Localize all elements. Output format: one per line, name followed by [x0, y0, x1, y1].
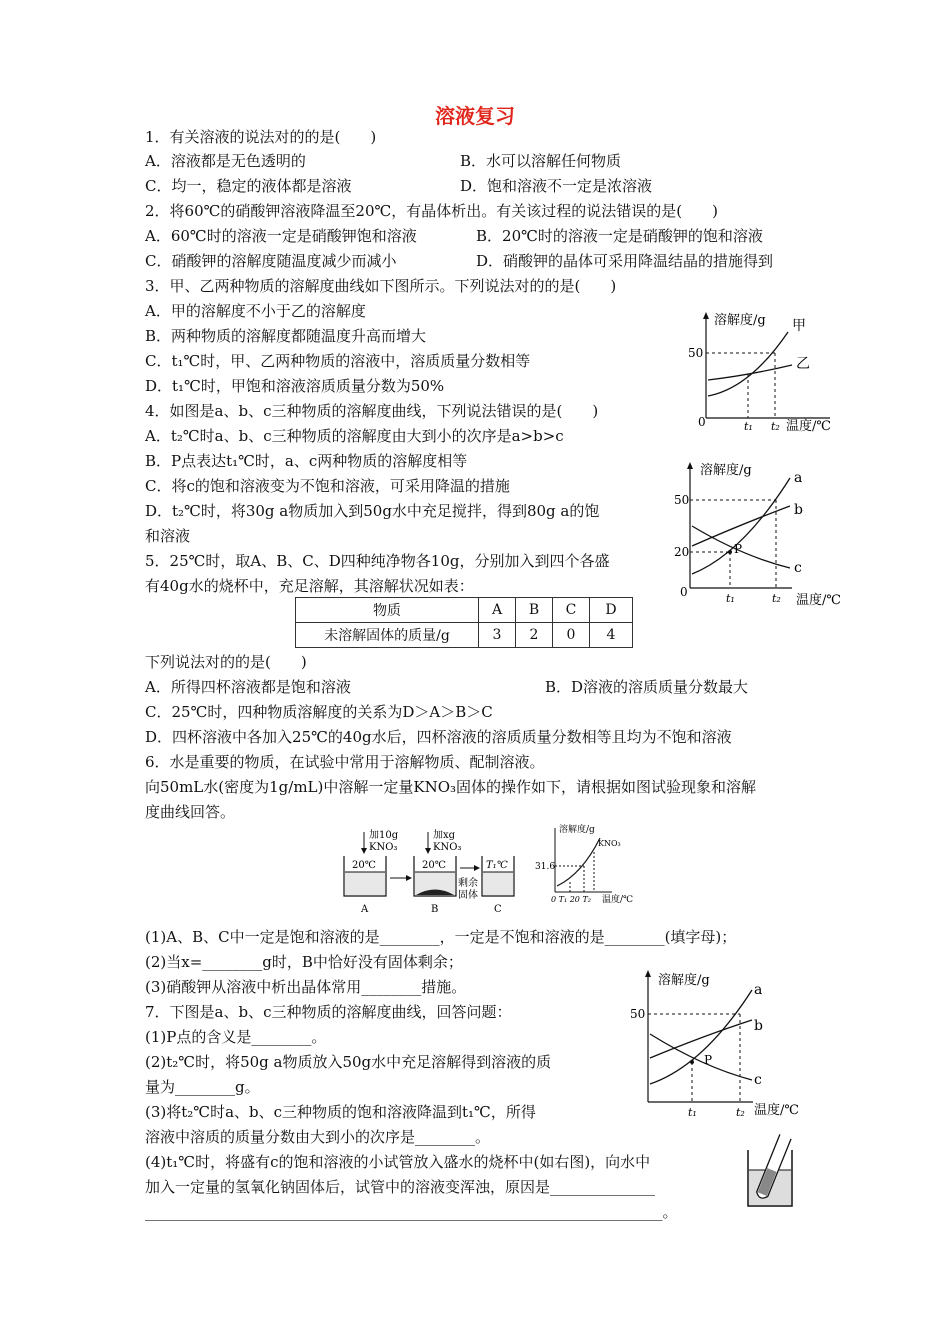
table-cell: 物质 [296, 598, 479, 623]
tick-t1: t₁ [744, 420, 753, 433]
tick-t2: t₂ [736, 1106, 745, 1119]
table-cell: 3 [479, 623, 516, 648]
q5-option-a: A．所得四杯溶液都是饱和溶液 [145, 678, 351, 696]
origin-label: 0 [698, 415, 706, 429]
label-p: P [734, 542, 743, 556]
tick-t2: t₂ [771, 420, 780, 433]
q7-sub1: (1)P点的含义是________。 [145, 1028, 327, 1046]
kno3-y-label: 溶解度/g [559, 825, 595, 835]
q3-solubility-graph [680, 308, 840, 433]
q7-solubility-graph [628, 962, 818, 1122]
x-axis-label: 温度/℃ [786, 419, 831, 433]
q5-stem-line2: 有40g水的烧杯中，充足溶解，其溶解状况如表： [145, 577, 474, 595]
q6-intro-line2: 度曲线回答。 [145, 803, 236, 821]
q1-stem: 1．有关溶液的说法对的的是( ) [145, 128, 377, 146]
q4-option-c: C．将c的饱和溶液变为不饱和溶液，可采用降温的措施 [145, 477, 510, 495]
curve-a [692, 478, 790, 574]
q6-sub2: (2)当x=________g时，B中恰好没有固体剩余； [145, 953, 463, 971]
q7-sub2-line2: 量为________g。 [145, 1078, 260, 1096]
point-p [728, 550, 732, 554]
q6-sub3: (3)硝酸钾从溶液中析出晶体常用________措施。 [145, 978, 467, 996]
label-a: a [754, 982, 763, 998]
q1-option-c: C．均一，稳定的液体都是溶液 [145, 177, 352, 195]
label-c: c [754, 1072, 762, 1088]
label-remain-2: 固体 [458, 890, 478, 901]
label-jia: 甲 [792, 318, 806, 334]
table-row [296, 623, 633, 648]
q5-option-d: D．四杯溶液中各加入25℃的40g水后，四杯溶液的溶质质量分数相等且均为不饱和溶液 [145, 728, 732, 746]
q2-stem: 2．将60℃的硝酸钾溶液降温至20℃，有晶体析出。有关该过程的说法错误的是( ) [145, 202, 718, 220]
label-beaker-b-temp: 20℃ [422, 860, 446, 871]
q2-option-a: A．60℃时的溶液一定是硝酸钾饱和溶液 [145, 227, 417, 245]
tick-20: 20 [674, 545, 690, 559]
tick-50: 50 [688, 346, 704, 360]
q5-option-c: C．25℃时，四种物质溶解度的关系为D＞A＞B＞C [145, 703, 493, 721]
table-cell: 未溶解固体的质量/g [296, 623, 479, 648]
q6-experiment-figure [330, 822, 650, 917]
kno3-tick-31-6: 31.6 [535, 862, 556, 872]
table-cell: C [553, 598, 590, 623]
tick-50: 50 [674, 493, 690, 507]
label-beaker-b: B [431, 904, 439, 915]
label-a: a [794, 470, 803, 486]
q4-option-d-line2: 和溶液 [145, 527, 191, 545]
label-c: c [794, 560, 802, 576]
label-kno3-2: KNO₃ [433, 842, 462, 853]
y-axis-label: 溶解度/g [658, 973, 710, 988]
label-beaker-c: C [494, 904, 502, 915]
q3-option-d: D．t₁℃时，甲饱和溶液溶质质量分数为50% [145, 377, 445, 395]
table-cell: B [516, 598, 553, 623]
tick-t1: t₁ [688, 1106, 697, 1119]
q2-option-b: B．20℃时的溶液一定是硝酸钾的饱和溶液 [476, 227, 763, 245]
label-remain-1: 剩余 [458, 878, 478, 889]
q4-option-d-line1: D．t₂℃时，将30g a物质加入到50g水中充足搅拌，得到80g a的饱 [145, 502, 600, 520]
q7-sub4-line3: _____________________________________________________________________。 [145, 1203, 678, 1221]
q5-ask: 下列说法对的的是( ) [145, 653, 307, 671]
label-p: P [704, 1053, 713, 1067]
q6-sub1: (1)A、B、C中一定是饱和溶液的是________，一定是不饱和溶液的是________(填字母)； [145, 928, 737, 946]
q3-option-a: A．甲的溶解度不小于乙的溶解度 [145, 302, 366, 320]
q3-option-b: B．两种物质的溶解度都随温度升高而增大 [145, 327, 427, 345]
y-axis-label: 溶解度/g [714, 313, 766, 328]
x-axis-label: 温度/℃ [754, 1103, 799, 1118]
q6-stem: 6．水是重要的物质，在试验中常用于溶解物质、配制溶液。 [145, 753, 545, 771]
table-cell: 4 [590, 623, 633, 648]
q3-stem: 3．甲、乙两种物质的溶解度曲线如下图所示。下列说法对的的是( ) [145, 277, 617, 295]
table-cell: D [590, 598, 633, 623]
tick-50: 50 [630, 1007, 646, 1021]
label-b: b [794, 502, 803, 518]
label-yi: 乙 [796, 356, 810, 372]
tick-t1: t₁ [726, 592, 735, 605]
label-b: b [754, 1018, 763, 1034]
label-beaker-c-temp: T₁℃ [486, 860, 508, 871]
label-add-10g: 加10g [369, 830, 399, 841]
q3-option-c: C．t₁℃时，甲、乙两种物质的溶液中，溶质质量分数相等 [145, 352, 531, 370]
q7-sub4-line1: (4)t₁℃时，将盛有c的饱和溶液的小试管放入盛水的烧杯中(如右图)，向水中 [145, 1153, 651, 1171]
tick-t2: t₂ [772, 592, 781, 605]
label-beaker-a-temp: 20℃ [352, 860, 376, 871]
label-kno3-1: KNO₃ [369, 842, 398, 853]
q5-stem-line1: 5．25℃时，取A、B、C、D四种纯净物各10g，分别加入到四个各盛 [145, 552, 610, 570]
q7-sub3-line1: (3)将t₂℃时a、b、c三种物质的饱和溶液降温到t₁℃，所得 [145, 1103, 536, 1121]
q5-option-b: B．D溶液的溶质质量分数最大 [545, 678, 749, 696]
kno3-x-ticks: 0 T₁ 20 T₂ [551, 895, 591, 904]
table-header-row [296, 598, 633, 623]
solubility-table [295, 597, 633, 648]
page-title: 溶液复习 [435, 104, 515, 128]
origin-label: 0 [680, 585, 688, 599]
curve-a [650, 990, 752, 1084]
q4-solubility-graph [672, 456, 852, 611]
curve-yi [708, 365, 792, 380]
beaker-with-test-tube [742, 1130, 802, 1212]
table-cell: A [479, 598, 516, 623]
point-p [690, 1060, 694, 1064]
q2-option-c: C．硝酸钾的溶解度随温度减少而减小 [145, 252, 397, 270]
table-cell: 2 [516, 623, 553, 648]
kno3-curve-label: KNO₃ [598, 839, 621, 848]
q7-sub3-line2: 溶液中溶质的质量分数由大到小的次序是________。 [145, 1128, 491, 1146]
q1-option-d: D．饱和溶液不一定是浓溶液 [460, 177, 653, 195]
q1-option-a: A．溶液都是无色透明的 [145, 152, 306, 170]
q4-stem: 4．如图是a、b、c三种物质的溶解度曲线，下列说法错误的是( ) [145, 402, 599, 420]
table-cell: 0 [553, 623, 590, 648]
q6-intro-line1: 向50mL水(密度为1g/mL)中溶解一定量KNO₃固体的操作如下，请根据如图试验现象和溶解 [145, 778, 757, 796]
q7-sub4-line2: 加入一定量的氢氧化钠固体后，试管中的溶液变浑浊，原因是______________ [145, 1178, 656, 1196]
q1-option-b: B．水可以溶解任何物质 [460, 152, 622, 170]
label-add-xg: 加xg [433, 830, 456, 841]
x-axis-label: 温度/℃ [796, 593, 841, 608]
q2-option-d: D．硝酸钾的晶体可采用降温结晶的措施得到 [476, 252, 774, 270]
q7-stem: 7．下图是a、b、c三种物质的溶解度曲线，回答问题： [145, 1003, 512, 1021]
q4-option-b: B．P点表达t₁℃时，a、c两种物质的溶解度相等 [145, 452, 468, 470]
q4-option-a: A．t₂℃时a、b、c三种物质的溶解度由大到小的次序是a>b>c [145, 427, 564, 445]
kno3-x-label: 温度/℃ [602, 895, 634, 905]
q7-sub2-line1: (2)t₂℃时，将50g a物质放入50g水中充足溶解得到溶液的质 [145, 1053, 552, 1071]
y-axis-label: 溶解度/g [700, 463, 752, 478]
label-beaker-a: A [361, 904, 369, 915]
curve-c [650, 1034, 752, 1080]
